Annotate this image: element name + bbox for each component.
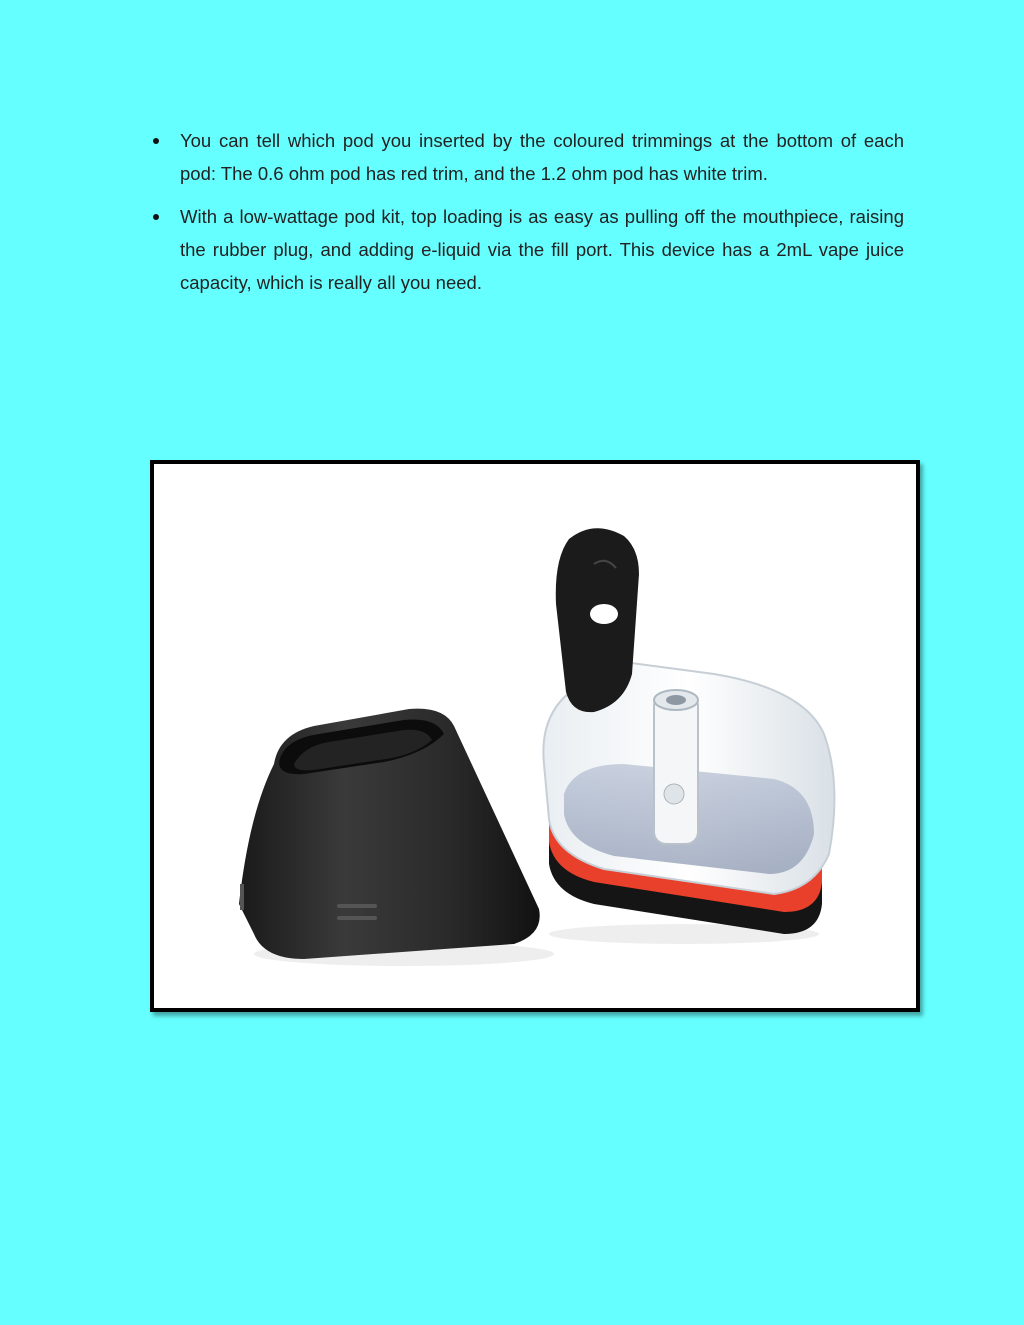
mouthpiece-cap-icon (239, 709, 554, 966)
bullet-list (140, 124, 904, 309)
bullet-text: With a low-wattage pod kit, top loading is as easy as pulling off the mouthpiece, raising the rubber plug, and adding e-liquid via the fill port. This device has a 2mL vape juice capacity, which is really all you need. (180, 206, 904, 293)
bullet-item-top-loading (140, 200, 904, 299)
product-photo (154, 464, 916, 1008)
bullet-item-pod-trim (140, 124, 904, 190)
bullet-dot-icon (153, 214, 159, 220)
bullet-dot-icon (153, 138, 159, 144)
product-photo-frame (150, 460, 920, 1012)
bullet-text: You can tell which pod you inserted by the coloured trimmings at the bottom of each pod: The 0.6 ohm pod has red trim, and the 1.2 ohm pod has white trim. (180, 130, 904, 184)
transparent-pod-icon (543, 528, 834, 944)
